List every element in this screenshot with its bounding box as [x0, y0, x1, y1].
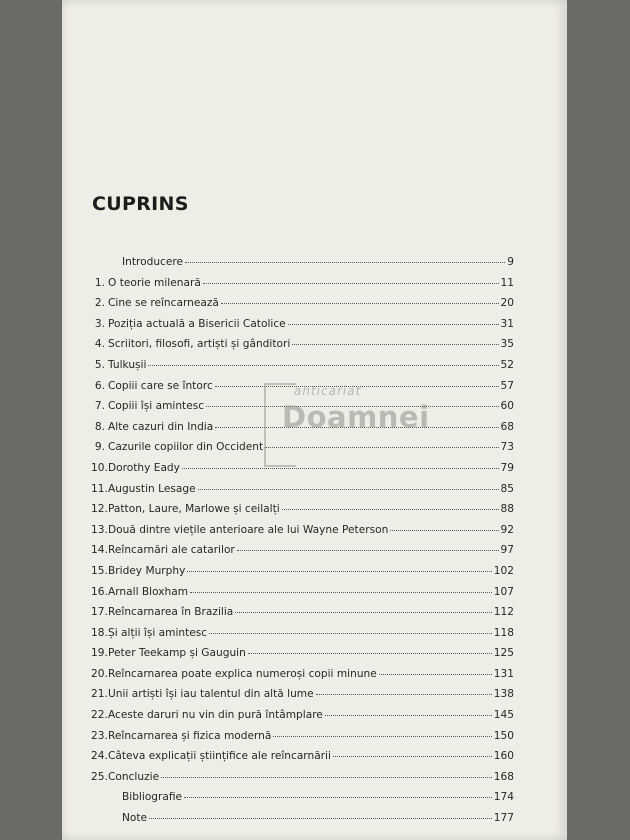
toc-page-number: 160	[493, 750, 514, 763]
toc-entry-title: Cine se reîncarnează	[108, 297, 219, 310]
toc-entry	[91, 565, 514, 586]
toc-dot-leader	[215, 386, 499, 387]
toc-entry	[91, 524, 514, 545]
toc-page-number: 112	[493, 606, 514, 619]
toc-dot-leader	[379, 674, 492, 675]
toc-entry-number: 22.	[91, 709, 108, 722]
toc-entry-title: Unii artiști își iau talentul din altă lume	[108, 688, 314, 701]
toc-dot-leader	[203, 283, 499, 284]
toc-entry	[91, 483, 514, 504]
toc-dot-leader	[209, 633, 492, 634]
toc-page-number: 57	[500, 379, 514, 392]
toc-entry-number: 4.	[94, 338, 105, 351]
toc-dot-leader	[265, 447, 498, 448]
toc-entry	[91, 503, 514, 524]
toc-dot-leader	[273, 736, 491, 737]
toc-entry	[91, 730, 514, 751]
toc-entry	[91, 627, 514, 648]
toc-page-number: 168	[493, 770, 514, 783]
toc-dot-leader	[184, 797, 492, 798]
toc-page-number: 97	[500, 544, 514, 557]
toc-page-number: 118	[493, 626, 514, 639]
toc-page-number: 79	[500, 461, 514, 474]
toc-dot-leader	[325, 715, 492, 716]
toc-entry-number: 8.	[94, 420, 105, 433]
toc-entry-number: 12.	[91, 503, 108, 516]
toc-entry	[91, 318, 514, 339]
toc-page-number: 73	[500, 441, 514, 454]
toc-dot-leader	[149, 818, 492, 819]
toc-page-number: 60	[500, 400, 514, 413]
toc-entry-title: Reîncarnarea în Brazilia	[108, 606, 234, 619]
toc-entry-title: Introducere	[122, 256, 184, 268]
toc-entry-number: 10.	[91, 461, 108, 474]
toc-dot-leader	[316, 694, 492, 695]
toc-entry	[91, 606, 514, 627]
toc-dot-leader	[235, 612, 491, 613]
toc-entry-number: 14.	[91, 544, 108, 557]
toc-entry-title: Cazurile copiilor din Occident	[108, 441, 264, 454]
watermark-small-text: anticariat	[294, 384, 362, 398]
toc-entry-number: 19.	[91, 647, 108, 660]
toc-dot-leader	[215, 427, 498, 428]
toc-entry-title: Reîncarnări ale catarilor	[108, 544, 235, 557]
toc-entry-title: Augustin Lesage	[108, 482, 196, 495]
toc-entry-title: Bibliografie	[122, 791, 183, 804]
toc-entry-number: 15.	[91, 564, 108, 577]
toc-entry-number: 18.	[91, 626, 108, 639]
toc-entry-number: 21.	[91, 688, 108, 701]
toc-page-number: 102	[493, 564, 514, 577]
toc-entry	[91, 791, 514, 812]
toc-entry-number: 17.	[91, 606, 108, 619]
toc-entry-number: 11.	[91, 482, 108, 495]
toc-entry-number: 5.	[94, 358, 105, 371]
toc-entry	[91, 441, 514, 462]
toc-entry-title: Aceste daruri nu vin din pură întâmplare	[108, 709, 323, 722]
toc-page-number: 131	[493, 667, 514, 680]
toc-dot-leader	[182, 468, 499, 469]
toc-entry-title: Poziția actuală a Bisericii Catolice	[108, 317, 286, 330]
toc-entry-title: Note	[122, 812, 148, 825]
toc-entry	[91, 380, 514, 401]
toc-entry-number: 24.	[91, 750, 108, 763]
toc-page-number: 52	[500, 358, 514, 371]
toc-entry	[91, 421, 514, 442]
toc-entry-number: 23.	[91, 729, 108, 742]
toc-entry-number: 16.	[91, 585, 108, 598]
toc-dot-leader	[185, 262, 505, 263]
toc-page-number: 150	[493, 729, 514, 742]
toc-entry-number: 1.	[94, 276, 105, 289]
toc-entry	[91, 647, 514, 668]
toc-page-number: 92	[500, 523, 514, 536]
toc-entry-title: Arnall Bloxham	[108, 585, 189, 598]
toc-entry-number: 3.	[94, 317, 105, 330]
toc-dot-leader	[206, 406, 498, 407]
toc-entry	[91, 750, 514, 771]
toc-entry-number: 7.	[94, 400, 105, 413]
toc-dot-leader	[282, 509, 499, 510]
toc-entry-title: O teorie milenară	[108, 276, 201, 289]
table-of-contents	[91, 256, 514, 833]
toc-entry-number: 9.	[94, 441, 105, 454]
toc-entry-title: Câteva explicații științifice ale reîncarnării	[108, 750, 331, 763]
toc-entry-number: 20.	[91, 667, 108, 680]
toc-page-number: 20	[500, 297, 514, 310]
toc-entry-title: Concluzie	[108, 770, 160, 783]
toc-entry-title: Reîncarnarea și fizica modernă	[108, 729, 272, 742]
toc-entry-title: Reîncarnarea poate explica numeroși copii minune	[108, 667, 377, 680]
toc-dot-leader	[148, 365, 498, 366]
toc-dot-leader	[198, 489, 499, 490]
toc-entry	[91, 256, 514, 277]
toc-page-number: 107	[493, 585, 514, 598]
toc-dot-leader	[333, 756, 492, 757]
toc-entry-title: Patton, Laure, Marlowe și ceilalți	[108, 503, 280, 516]
toc-page-number: 138	[493, 688, 514, 701]
toc-entry	[91, 668, 514, 689]
toc-entry-number: 6.	[94, 379, 105, 392]
toc-page-number: 35	[500, 338, 514, 351]
toc-entry	[91, 709, 514, 730]
toc-dot-leader	[161, 777, 492, 778]
toc-dot-leader	[190, 592, 492, 593]
toc-entry-title: Două dintre viețile anterioare ale lui Wayne Peterson	[108, 523, 389, 536]
toc-dot-leader	[288, 324, 499, 325]
toc-entry	[91, 688, 514, 709]
toc-entry-title: Copiii care se întorc	[108, 379, 213, 392]
toc-entry	[91, 359, 514, 380]
toc-page-number: 9	[507, 256, 514, 268]
toc-entry-number: 2.	[94, 297, 105, 310]
toc-page-number: 125	[493, 647, 514, 660]
toc-dot-leader	[187, 571, 491, 572]
toc-entry-title: Bridey Murphy	[108, 564, 186, 577]
toc-dot-leader	[237, 550, 499, 551]
toc-entry	[91, 812, 514, 833]
toc-entry-title: Tulkușii	[108, 358, 147, 371]
toc-dot-leader	[292, 344, 498, 345]
toc-entry-number: 13.	[91, 523, 108, 536]
toc-entry-title: Copiii își amintesc	[108, 400, 205, 413]
toc-entry-number: 25.	[91, 770, 108, 783]
toc-entry	[91, 338, 514, 359]
toc-entry	[91, 462, 514, 483]
toc-page-number: 174	[493, 791, 514, 804]
toc-dot-leader	[221, 303, 499, 304]
toc-page-number: 145	[493, 709, 514, 722]
toc-page-number: 177	[493, 812, 514, 825]
toc-entry-title: Și alții își amintesc	[108, 626, 208, 639]
toc-page-number: 88	[500, 503, 514, 516]
toc-dot-leader	[390, 530, 498, 531]
toc-entry	[91, 297, 514, 318]
toc-page-number: 11	[500, 276, 514, 289]
watermark-big-text: Doamnei	[282, 400, 430, 434]
page-title: CUPRINS	[92, 193, 189, 215]
toc-entry	[91, 544, 514, 565]
toc-entry-title: Alte cazuri din India	[108, 420, 214, 433]
toc-entry	[91, 586, 514, 607]
toc-entry	[91, 771, 514, 792]
toc-entry-title: Peter Teekamp și Gauguin	[108, 647, 246, 660]
toc-page-number: 31	[500, 317, 514, 330]
toc-entry	[91, 277, 514, 298]
toc-page-number: 68	[500, 420, 514, 433]
toc-entry	[91, 400, 514, 421]
book-page	[62, 0, 567, 840]
toc-entry-title: Dorothy Eady	[108, 461, 180, 474]
toc-dot-leader	[248, 653, 492, 654]
toc-entry-title: Scriitori, filosofi, artiști și gânditori	[108, 338, 291, 351]
toc-page-number: 85	[500, 482, 514, 495]
